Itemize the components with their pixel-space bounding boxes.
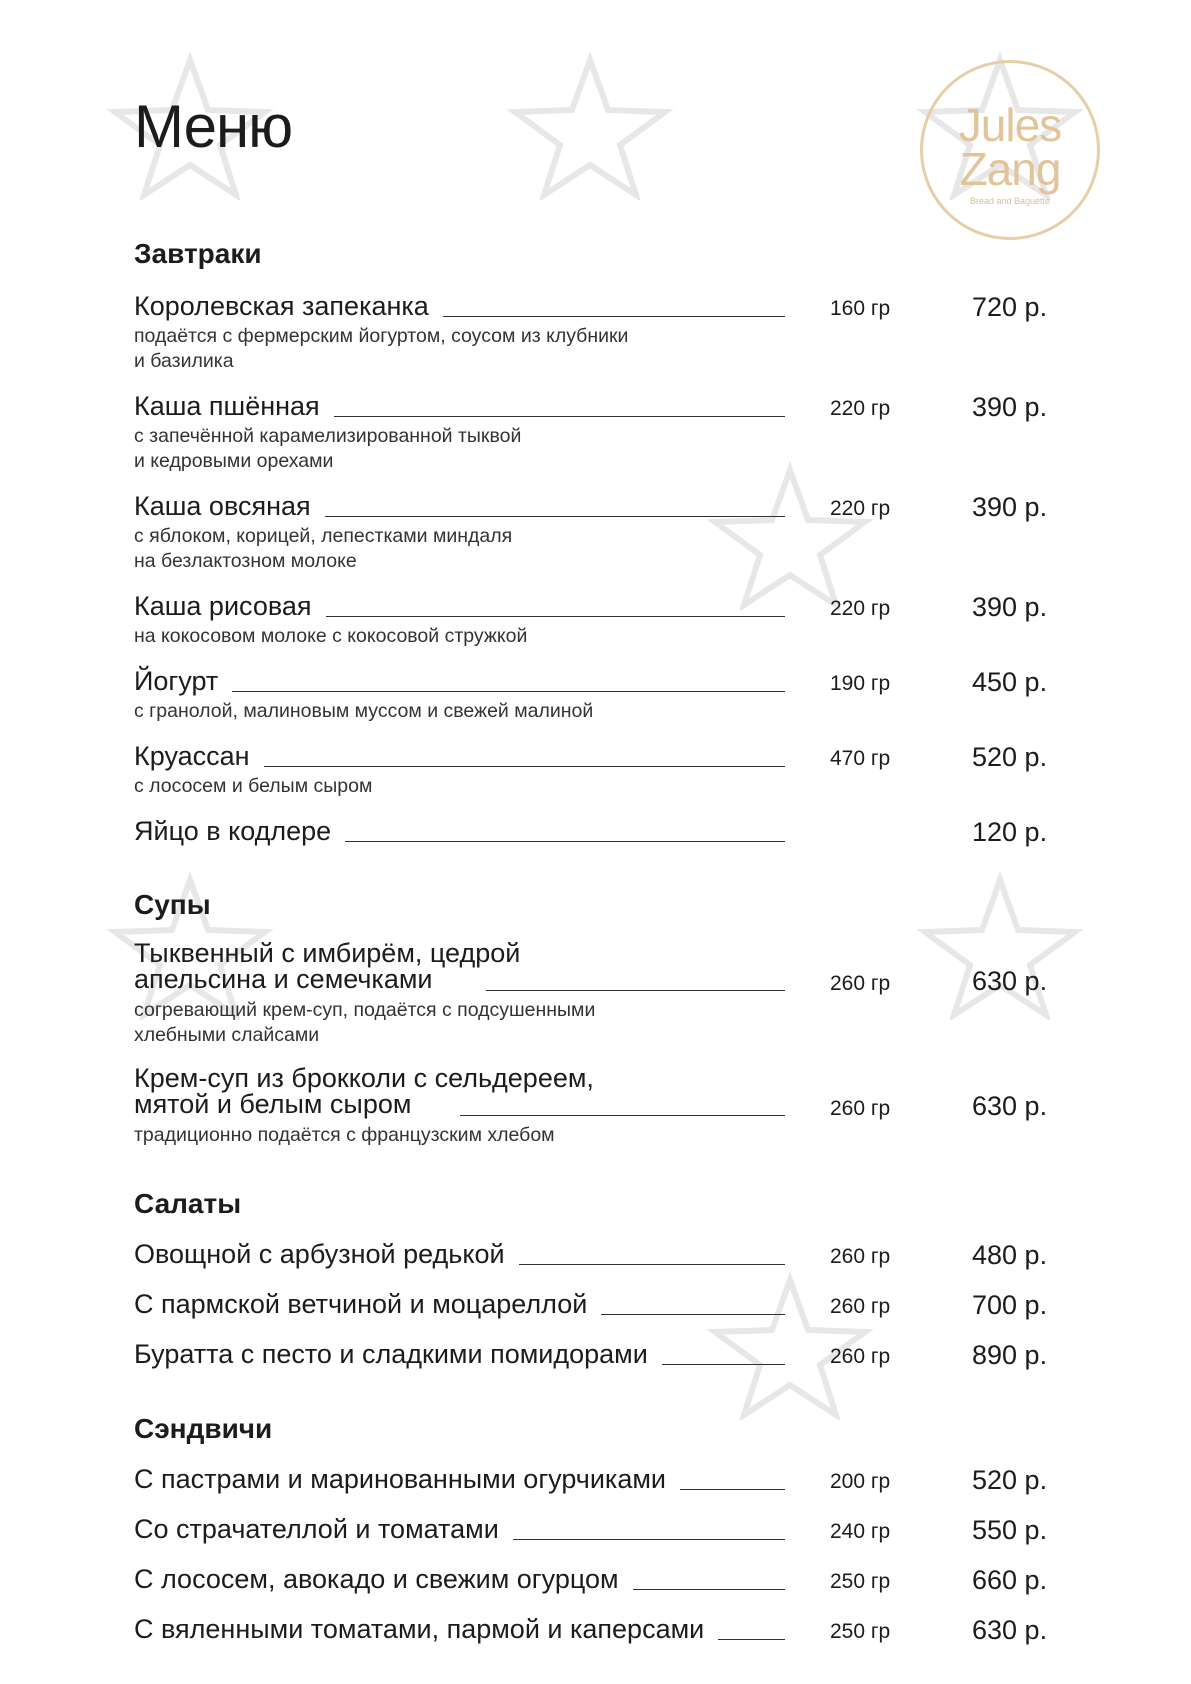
item-weight: 260 гр xyxy=(830,1345,891,1368)
menu-item xyxy=(134,665,1064,724)
item-desc: и базилика xyxy=(134,350,234,372)
item-desc: хлебными слайсами xyxy=(134,1024,320,1046)
menu-item xyxy=(134,1563,1064,1595)
watermark xyxy=(460,50,720,260)
item-weight: 240 гр xyxy=(830,1520,891,1543)
item-weight: 190 гр xyxy=(830,672,891,695)
item-weight: 220 гр xyxy=(830,597,891,620)
section-title-sandwiches: Сэндвичи xyxy=(134,1413,273,1444)
logo-line-2: Zang xyxy=(959,143,1061,195)
section-title-breakfast: Завтраки xyxy=(134,238,262,269)
item-name: Со страчателлой и томатами xyxy=(134,1514,513,1544)
menu-item xyxy=(134,815,1064,847)
item-name: С лососем, авокадо и свежим огурцом xyxy=(134,1564,633,1594)
logo-tagline: Bread and Baguette xyxy=(969,196,1051,206)
item-desc: подаётся с фермерским йогуртом, соусом из клубники xyxy=(134,325,629,347)
menu-item xyxy=(134,490,1064,574)
item-desc: на безлактозном молоке xyxy=(134,550,357,572)
item-price: 520 р. xyxy=(972,742,1048,772)
item-desc: с запечённой карамелизированной тыквой xyxy=(134,425,522,447)
menu-item xyxy=(134,940,1064,1048)
menu-item xyxy=(134,1238,1064,1270)
section-title-soups: Супы xyxy=(134,889,211,920)
item-name: Яйцо в кодлере xyxy=(134,816,345,846)
item-price: 390 р. xyxy=(972,392,1048,422)
item-price: 550 р. xyxy=(972,1515,1048,1545)
item-name: С вяленными томатами, пармой и каперсами xyxy=(134,1614,718,1644)
menu-item xyxy=(134,390,1064,474)
item-name: Буратта с песто и сладкими помидорами xyxy=(134,1339,662,1369)
menu-item xyxy=(134,1613,1064,1645)
item-weight: 250 гр xyxy=(830,1620,891,1643)
item-name: Тыквенный с имбирём, цедрой xyxy=(134,938,521,968)
item-weight: 220 гр xyxy=(830,397,891,420)
item-price: 520 р. xyxy=(972,1465,1048,1495)
item-name: Каша пшённая xyxy=(134,391,334,421)
section-title-salads: Салаты xyxy=(134,1188,242,1219)
item-price: 700 р. xyxy=(972,1290,1048,1320)
page-title: Меню xyxy=(134,93,293,160)
item-price: 390 р. xyxy=(972,592,1048,622)
item-desc: на кокосовом молоке с кокосовой стружкой xyxy=(134,625,528,647)
item-weight: 260 гр xyxy=(830,1295,891,1318)
item-price: 390 р. xyxy=(972,492,1048,522)
item-name: Овощной с арбузной редькой xyxy=(134,1239,519,1269)
brand-logo xyxy=(920,60,1100,240)
item-desc: с лососем и белым сыром xyxy=(134,775,373,797)
menu-item xyxy=(134,1463,1064,1495)
item-weight: 160 гр xyxy=(830,297,891,320)
item-weight: 260 гр xyxy=(830,972,891,995)
item-weight: 250 гр xyxy=(830,1570,891,1593)
item-desc: традиционно подаётся с французским хлебом xyxy=(134,1124,555,1146)
item-name: Каша овсяная xyxy=(134,491,325,521)
fork-star-icon xyxy=(500,50,680,200)
menu-item xyxy=(134,590,1064,649)
item-name: Крем-суп из брокколи с сельдереем, xyxy=(134,1063,594,1093)
item-name: С пармской ветчиной и моцареллой xyxy=(134,1289,601,1319)
item-price: 890 р. xyxy=(972,1340,1048,1370)
item-desc: согревающий крем-суп, подаётся с подсушенными xyxy=(134,999,596,1021)
item-name: С пастрами и маринованными огурчиками xyxy=(134,1464,680,1494)
item-price: 630 р. xyxy=(972,1091,1048,1121)
menu-item xyxy=(134,740,1064,799)
item-desc: с гранолой, малиновым муссом и свежей малиной xyxy=(134,700,594,722)
item-price: 720 р. xyxy=(972,292,1048,322)
item-name: Королевская запеканка xyxy=(134,291,443,321)
menu-item xyxy=(134,1288,1064,1320)
item-weight: 260 гр xyxy=(830,1245,891,1268)
menu-item xyxy=(134,1065,1064,1148)
menu-item xyxy=(134,1513,1064,1545)
item-name: Йогурт xyxy=(134,666,232,696)
item-weight: 470 гр xyxy=(830,747,891,770)
menu-item xyxy=(134,1338,1064,1370)
menu-item xyxy=(134,290,1064,374)
item-price: 450 р. xyxy=(972,667,1048,697)
item-price: 660 р. xyxy=(972,1565,1048,1595)
item-weight: 220 гр xyxy=(830,497,891,520)
item-name: мятой и белым сыром xyxy=(134,1089,412,1119)
item-price: 630 р. xyxy=(972,966,1048,996)
item-weight: 200 гр xyxy=(830,1470,891,1493)
item-price: 630 р. xyxy=(972,1615,1048,1645)
item-name: Круассан xyxy=(134,741,264,771)
item-desc: и кедровыми орехами xyxy=(134,450,334,472)
item-weight: 260 гр xyxy=(830,1097,891,1120)
item-desc: с яблоком, корицей, лепестками миндаля xyxy=(134,525,513,547)
item-price: 480 р. xyxy=(972,1240,1048,1270)
item-name: Каша рисовая xyxy=(134,591,326,621)
item-price: 120 р. xyxy=(972,817,1048,847)
logo-line-1: Jules xyxy=(958,99,1062,151)
item-name: апельсина и семечками xyxy=(134,964,433,994)
